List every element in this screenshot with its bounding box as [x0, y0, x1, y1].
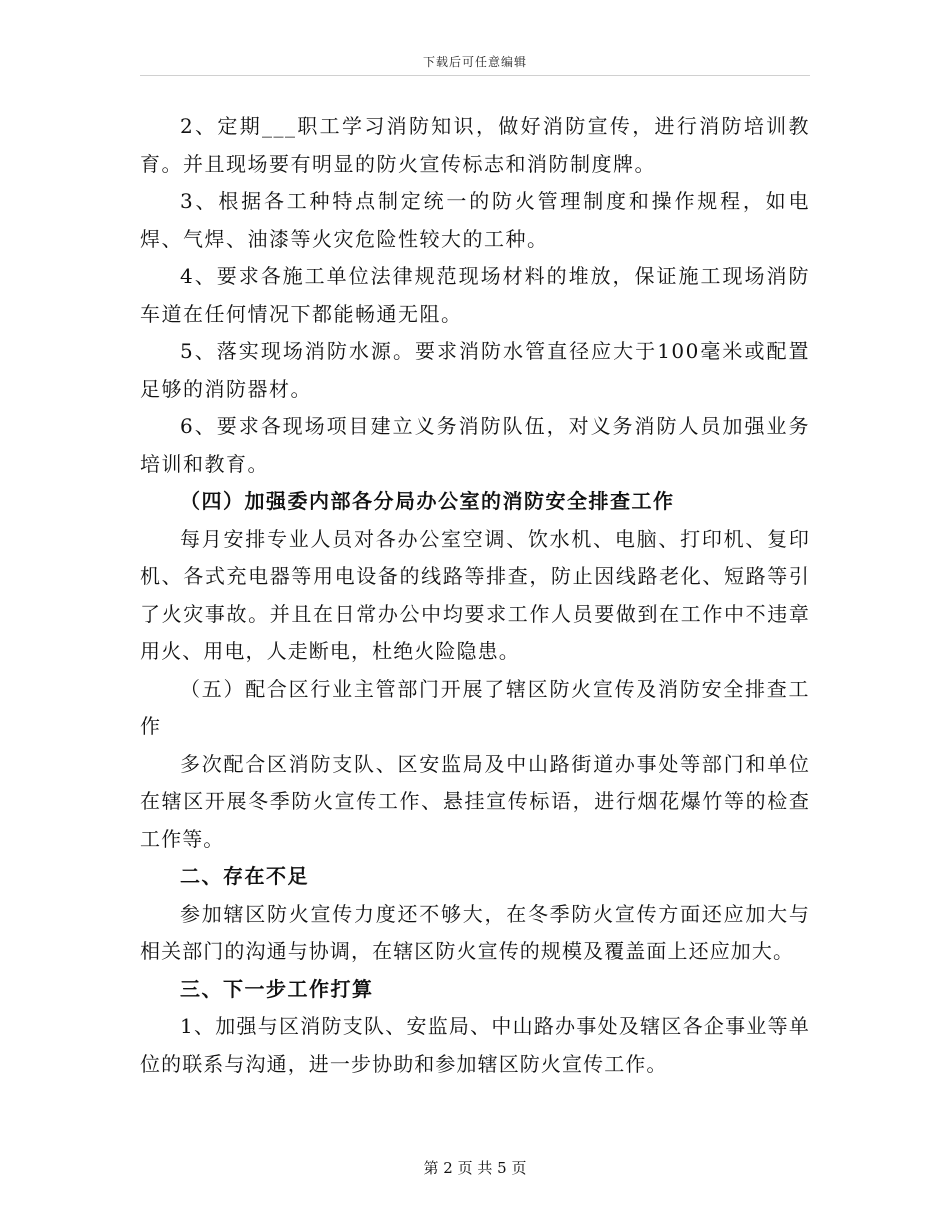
header-divider	[140, 75, 810, 76]
section-heading-shortcomings: 二、存在不足	[180, 864, 309, 888]
paragraph-cooperation: 多次配合区消防支队、区安监局及中山路街道办事处等部门和单位在辖区开展冬季防火宣传工作、悬挂宣传标语，进行烟花爆竹等的检查工作等。	[140, 751, 810, 851]
paragraph-shortcomings: 参加辖区防火宣传力度还不够大，在冬季防火宣传方面还应加大与相关部门的沟通与协调，在辖区防火宣传的规模及覆盖面上还应加大。	[140, 901, 810, 963]
paragraph-item-4: 4、要求各施工单位法律规范现场材料的堆放，保证施工现场消防车道在任何情况下都能畅通无阻。	[140, 264, 810, 326]
paragraph-item-2: 2、定期___职工学习消防知识，做好消防宣传，进行消防培训教育。并且现场要有明显的防火宣传标志和消防制度牌。	[140, 114, 810, 176]
paragraph-item-5: 5、落实现场消防水源。要求消防水管直径应大于100毫米或配置足够的消防器材。	[140, 339, 810, 401]
paragraph-office-inspection: 每月安排专业人员对各办公室空调、饮水机、电脑、打印机、复印机、各式充电器等用电设备的线路等排查，防止因线路老化、短路等引了火灾事故。并且在日常办公中均要求工作人员要做到在工作中不违章用火、用电，人走断电，杜绝火险隐患。	[140, 526, 810, 663]
paragraph-item-6: 6、要求各现场项目建立义务消防队伍，对义务消防人员加强业务培训和教育。	[140, 414, 810, 476]
paragraph-item-3: 3、根据各工种特点制定统一的防火管理制度和操作规程，如电焊、气焊、油漆等火灾危险性较大的工种。	[140, 189, 810, 251]
section-heading-5: （五）配合区行业主管部门开展了辖区防火宣传及消防安全排查工作	[140, 676, 810, 738]
section-heading-next-steps: 三、下一步工作打算	[180, 976, 374, 1001]
paragraph-next-step-1: 1、加强与区消防支队、安监局、中山路办事处及辖区各企事业等单位的联系与沟通，进一步协助和参加辖区防火宣传工作。	[140, 1014, 810, 1076]
document-body	[140, 108, 810, 1083]
page-number: 第 2 页 共 5 页	[423, 1159, 527, 1177]
section-heading-4: （四）加强委内部各分局办公室的消防安全排查工作	[180, 489, 675, 513]
page-header: 下载后可任意编辑	[422, 55, 527, 69]
